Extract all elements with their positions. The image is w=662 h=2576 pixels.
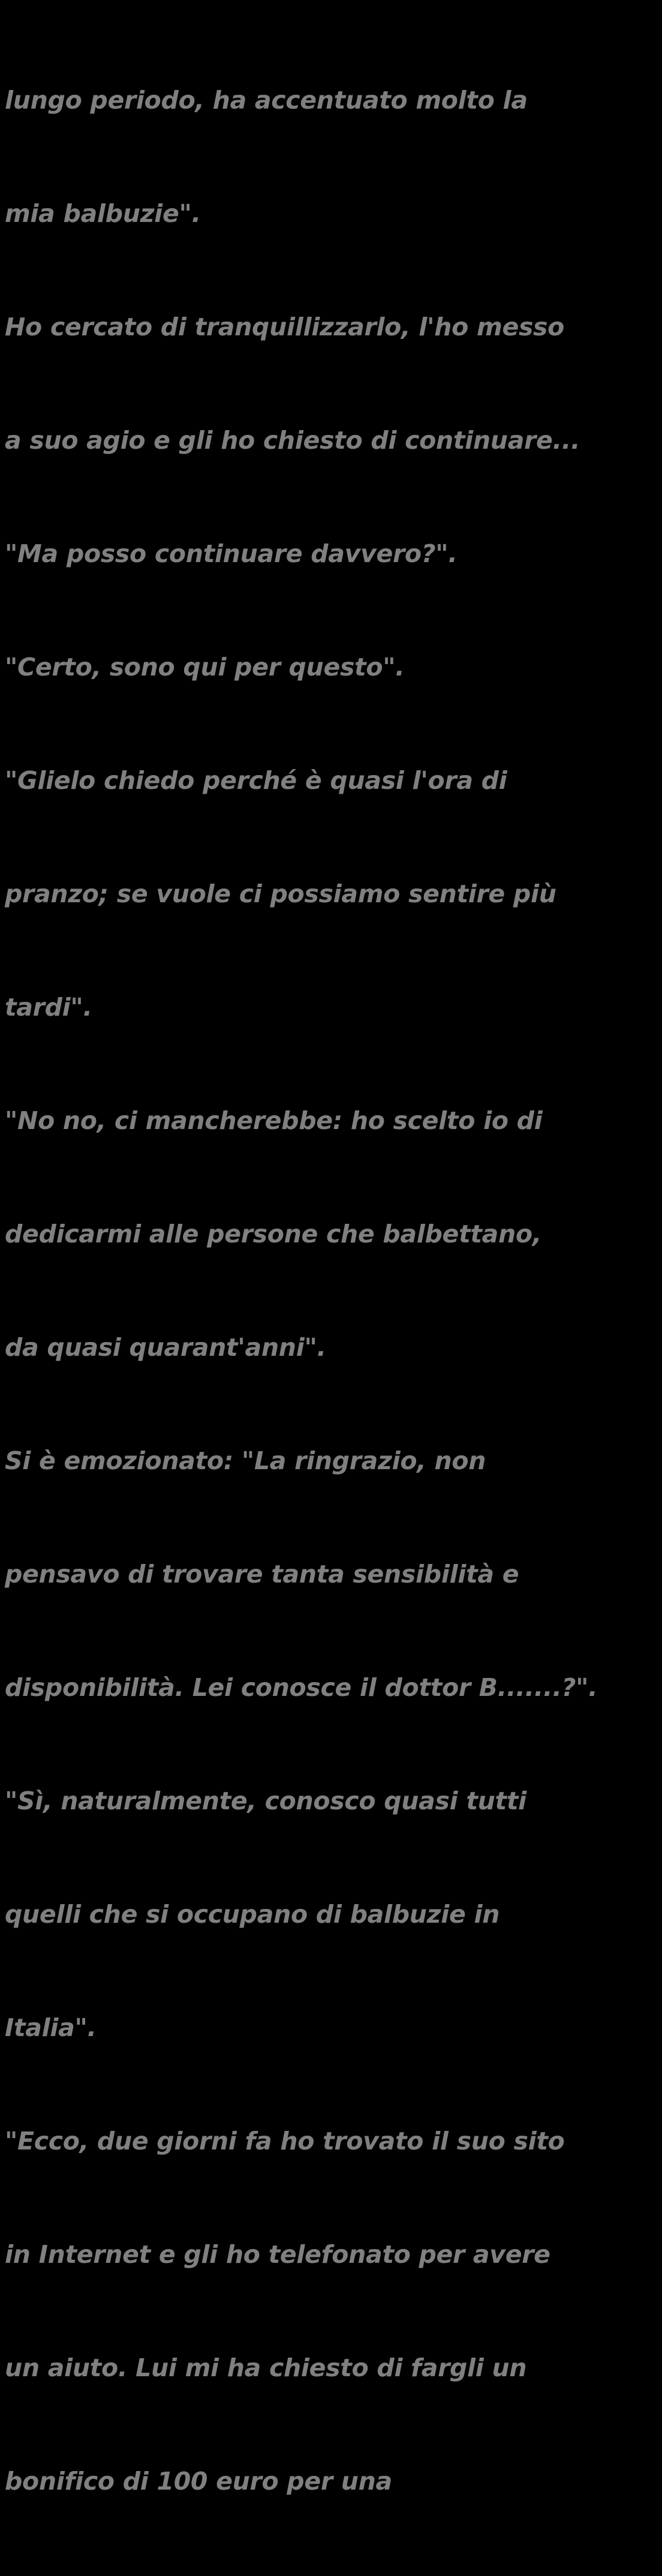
text-line: "Ecco, due giorni fa ho trovato il suo sito	[5, 2127, 565, 2155]
text-line: Si è emozionato: "La ringrazio, non	[5, 1446, 486, 1475]
text-line: "Certo, sono qui per questo".	[5, 653, 405, 681]
text-line: a suo agio e gli ho chiesto di continuare...	[5, 426, 580, 455]
text-line: Ho cercato di tranquillizzarlo, l'ho messo	[5, 313, 565, 341]
text-line: quelli che si occupano di balbuzie in	[5, 1900, 500, 1929]
text-line: bonifico di 100 euro per una	[5, 2467, 392, 2496]
text-line: pranzo; se vuole ci possiamo sentire più	[5, 879, 556, 908]
text-line: "Ma posso continuare davvero?".	[5, 539, 458, 568]
text-line: "Glielo chiedo perché è quasi l'ora di	[5, 766, 507, 795]
text-line: lungo periodo, ha accentuato molto la	[5, 86, 528, 115]
text-line: da quasi quarant'anni".	[5, 1333, 326, 1362]
text-line: tardi".	[5, 993, 92, 1022]
text-line: Italia".	[5, 2013, 97, 2042]
text-line: "Sì, naturalmente, conosco quasi tutti	[5, 1787, 526, 1815]
text-line: "No no, ci mancherebbe: ho scelto io di	[5, 1106, 543, 1135]
text-line: un aiuto. Lui mi ha chiesto di fargli un	[5, 2353, 527, 2382]
text-line: dedicarmi alle persone che balbettano,	[5, 1220, 542, 1248]
text-line: disponibilità. Lei conosce il dottor B.......?".	[5, 1673, 598, 1702]
text-line: mia balbuzie".	[5, 199, 201, 228]
document-text-block	[5, 6, 644, 2576]
text-line: pensavo di trovare tanta sensibilità e	[5, 1560, 519, 1589]
text-line: in Internet e gli ho telefonato per avere	[5, 2240, 550, 2269]
